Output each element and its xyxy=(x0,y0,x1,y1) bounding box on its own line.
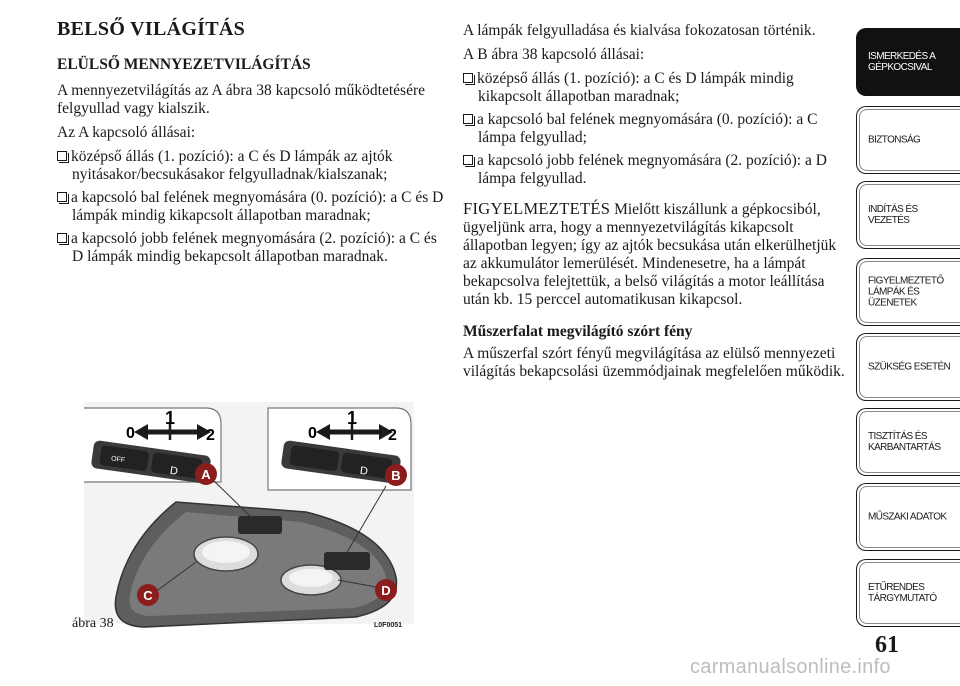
dashboard-light-heading: Műszerfalat megvilágító szórt fény xyxy=(463,323,693,340)
warning-text: Mielőtt kiszállunk a gépkocsiból, ügyeljünk arra, hogy a mennyezetvilágítás kikapcsolt állapotban legyen; így az ajtók becsukása után elkerülhetjük az akkumulátor lemerülését. Mindenesetre, ha a lámpát bekapcsolva felejtettük, a belső világítás a motor leállítása után kb. 15 perccel automatikusan kikapcsol. xyxy=(463,201,837,308)
tab-ismerkedes[interactable]: ISMERKEDÉS A GÉPKOCSIVAL xyxy=(856,28,960,96)
switch-a xyxy=(238,516,282,534)
svg-text:D: D xyxy=(381,583,391,598)
d-label-b: D xyxy=(359,464,369,478)
intro-paragraph: A mennyezetvilágítás az A ábra 38 kapcsoló működtetésére felgyullad vagy kialszik. xyxy=(57,82,426,117)
positions-heading-a: Az A kapcsoló állásai: xyxy=(57,124,196,141)
page-number: 61 xyxy=(875,632,899,658)
section-title: BELSŐ VILÁGÍTÁS xyxy=(57,18,246,40)
list-item: középső állás (1. pozíció): a C és D lámpák az ajtók nyitásakor/becsukásakor felgyulladnak/kialszanak; xyxy=(57,148,445,184)
switch-b-list xyxy=(463,70,848,188)
tab-muszaki[interactable]: MŰSZAKI ADATOK xyxy=(856,483,960,551)
warning-paragraph xyxy=(463,200,848,309)
tab-szukseg[interactable]: SZÜKSÉG ESETÉN xyxy=(856,333,960,401)
chapter-sidebar xyxy=(856,0,960,686)
list-item: középső állás (1. pozíció): a C és D lámpák mindig kikapcsolt állapotban maradnak; xyxy=(463,70,848,106)
checkbox-bullet-icon xyxy=(57,151,67,161)
label-pos-1-b: 1 xyxy=(347,408,358,428)
dashboard-light-text: A műszerfal szórt fényű megvilágítása az elülső mennyezeti világítás bekapcsolási üzemmódjainak megfelelően működik. xyxy=(463,345,845,380)
svg-text:A: A xyxy=(201,467,211,482)
switch-b xyxy=(324,552,370,570)
list-item: a kapcsoló jobb felének megnyomására (2. pozíció): a C és D lámpák mindig bekapcsolt állapotban maradnak. xyxy=(57,230,445,266)
checkbox-bullet-icon xyxy=(463,155,473,165)
svg-text:C: C xyxy=(143,588,153,603)
switch-a-list xyxy=(57,148,445,266)
list-item: a kapcsoló jobb felének megnyomására (2. pozíció): a D lámpa felgyullad. xyxy=(463,152,848,188)
label-pos-2-a: 2 xyxy=(206,427,215,444)
left-column xyxy=(57,18,445,271)
checkbox-bullet-icon xyxy=(57,192,67,202)
tab-tisztitas[interactable]: TISZTÍTÁS ÉS KARBANTARTÁS xyxy=(856,408,960,476)
label-pos-1-a: 1 xyxy=(165,408,176,428)
checkbox-bullet-icon xyxy=(57,233,67,243)
fade-paragraph: A lámpák felgyulladása és kialvása fokozatosan történik. xyxy=(463,22,816,39)
figure-38-illustration xyxy=(56,402,416,632)
subsection-title: ELÜLSŐ MENNYEZETVILÁGÍTÁS xyxy=(57,56,311,73)
positions-heading-b: A B ábra 38 kapcsoló állásai: xyxy=(463,46,645,63)
list-item: a kapcsoló bal felének megnyomására (0. pozíció): a C lámpa felgyullad; xyxy=(463,111,848,147)
label-pos-0-a: 0 xyxy=(126,425,135,442)
tab-inditas[interactable]: INDÍTÁS ÉS VEZETÉS xyxy=(856,181,960,249)
tab-targymutato[interactable]: ETŰRENDES TÁRGYMUTATÓ xyxy=(856,559,960,627)
watermark: carmanualsonline.info xyxy=(690,656,891,678)
figure-caption: ábra 38 xyxy=(72,616,114,631)
label-pos-2-b: 2 xyxy=(388,427,397,444)
label-pos-0-b: 0 xyxy=(308,425,317,442)
d-label-a: D xyxy=(169,464,179,478)
warning-heading: FIGYELMEZTETÉS xyxy=(463,199,611,218)
tab-figyelmezteto[interactable]: FIGYELMEZTETŐ LÁMPÁK ÉS ÜZENETEK xyxy=(856,258,960,326)
list-item: a kapcsoló bal felének megnyomására (0. pozíció): a C és D lámpák mindig kikapcsolt állapotban maradnak; xyxy=(57,189,445,225)
off-label-a: OFF xyxy=(110,455,126,465)
checkbox-bullet-icon xyxy=(463,114,473,124)
checkbox-bullet-icon xyxy=(463,73,473,83)
svg-text:B: B xyxy=(391,468,401,483)
figure-code: L0F0051 xyxy=(374,622,403,629)
tab-biztonsag[interactable]: BIZTONSÁG xyxy=(856,106,960,174)
right-column xyxy=(463,22,848,387)
